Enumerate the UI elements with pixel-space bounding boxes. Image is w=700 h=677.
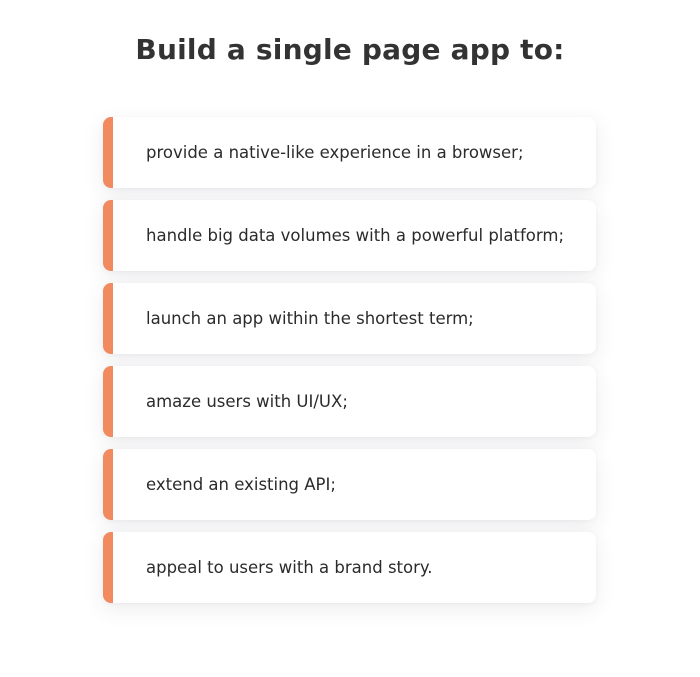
list-item-big-data	[103, 200, 596, 271]
accent-bar	[103, 366, 113, 437]
list-item-native-experience	[103, 117, 596, 188]
goal-list	[103, 117, 596, 603]
list-item-label: handle big data volumes with a powerful platform;	[146, 226, 565, 245]
accent-bar	[103, 200, 113, 271]
list-item-label: amaze users with UI/UX;	[146, 392, 348, 411]
list-item-label: provide a native-like experience in a browser;	[146, 143, 524, 162]
list-item-ui-ux	[103, 366, 596, 437]
list-item-extend-api	[103, 449, 596, 520]
list-item-launch-fast	[103, 283, 596, 354]
accent-bar	[103, 449, 113, 520]
accent-bar	[103, 532, 113, 603]
list-item-brand-story	[103, 532, 596, 603]
page-title: Build a single page app to:	[135, 33, 565, 66]
accent-bar	[103, 283, 113, 354]
accent-bar	[103, 117, 113, 188]
list-item-label: extend an existing API;	[146, 475, 336, 494]
list-item-label: launch an app within the shortest term;	[146, 309, 474, 328]
list-item-label: appeal to users with a brand story.	[146, 558, 433, 577]
